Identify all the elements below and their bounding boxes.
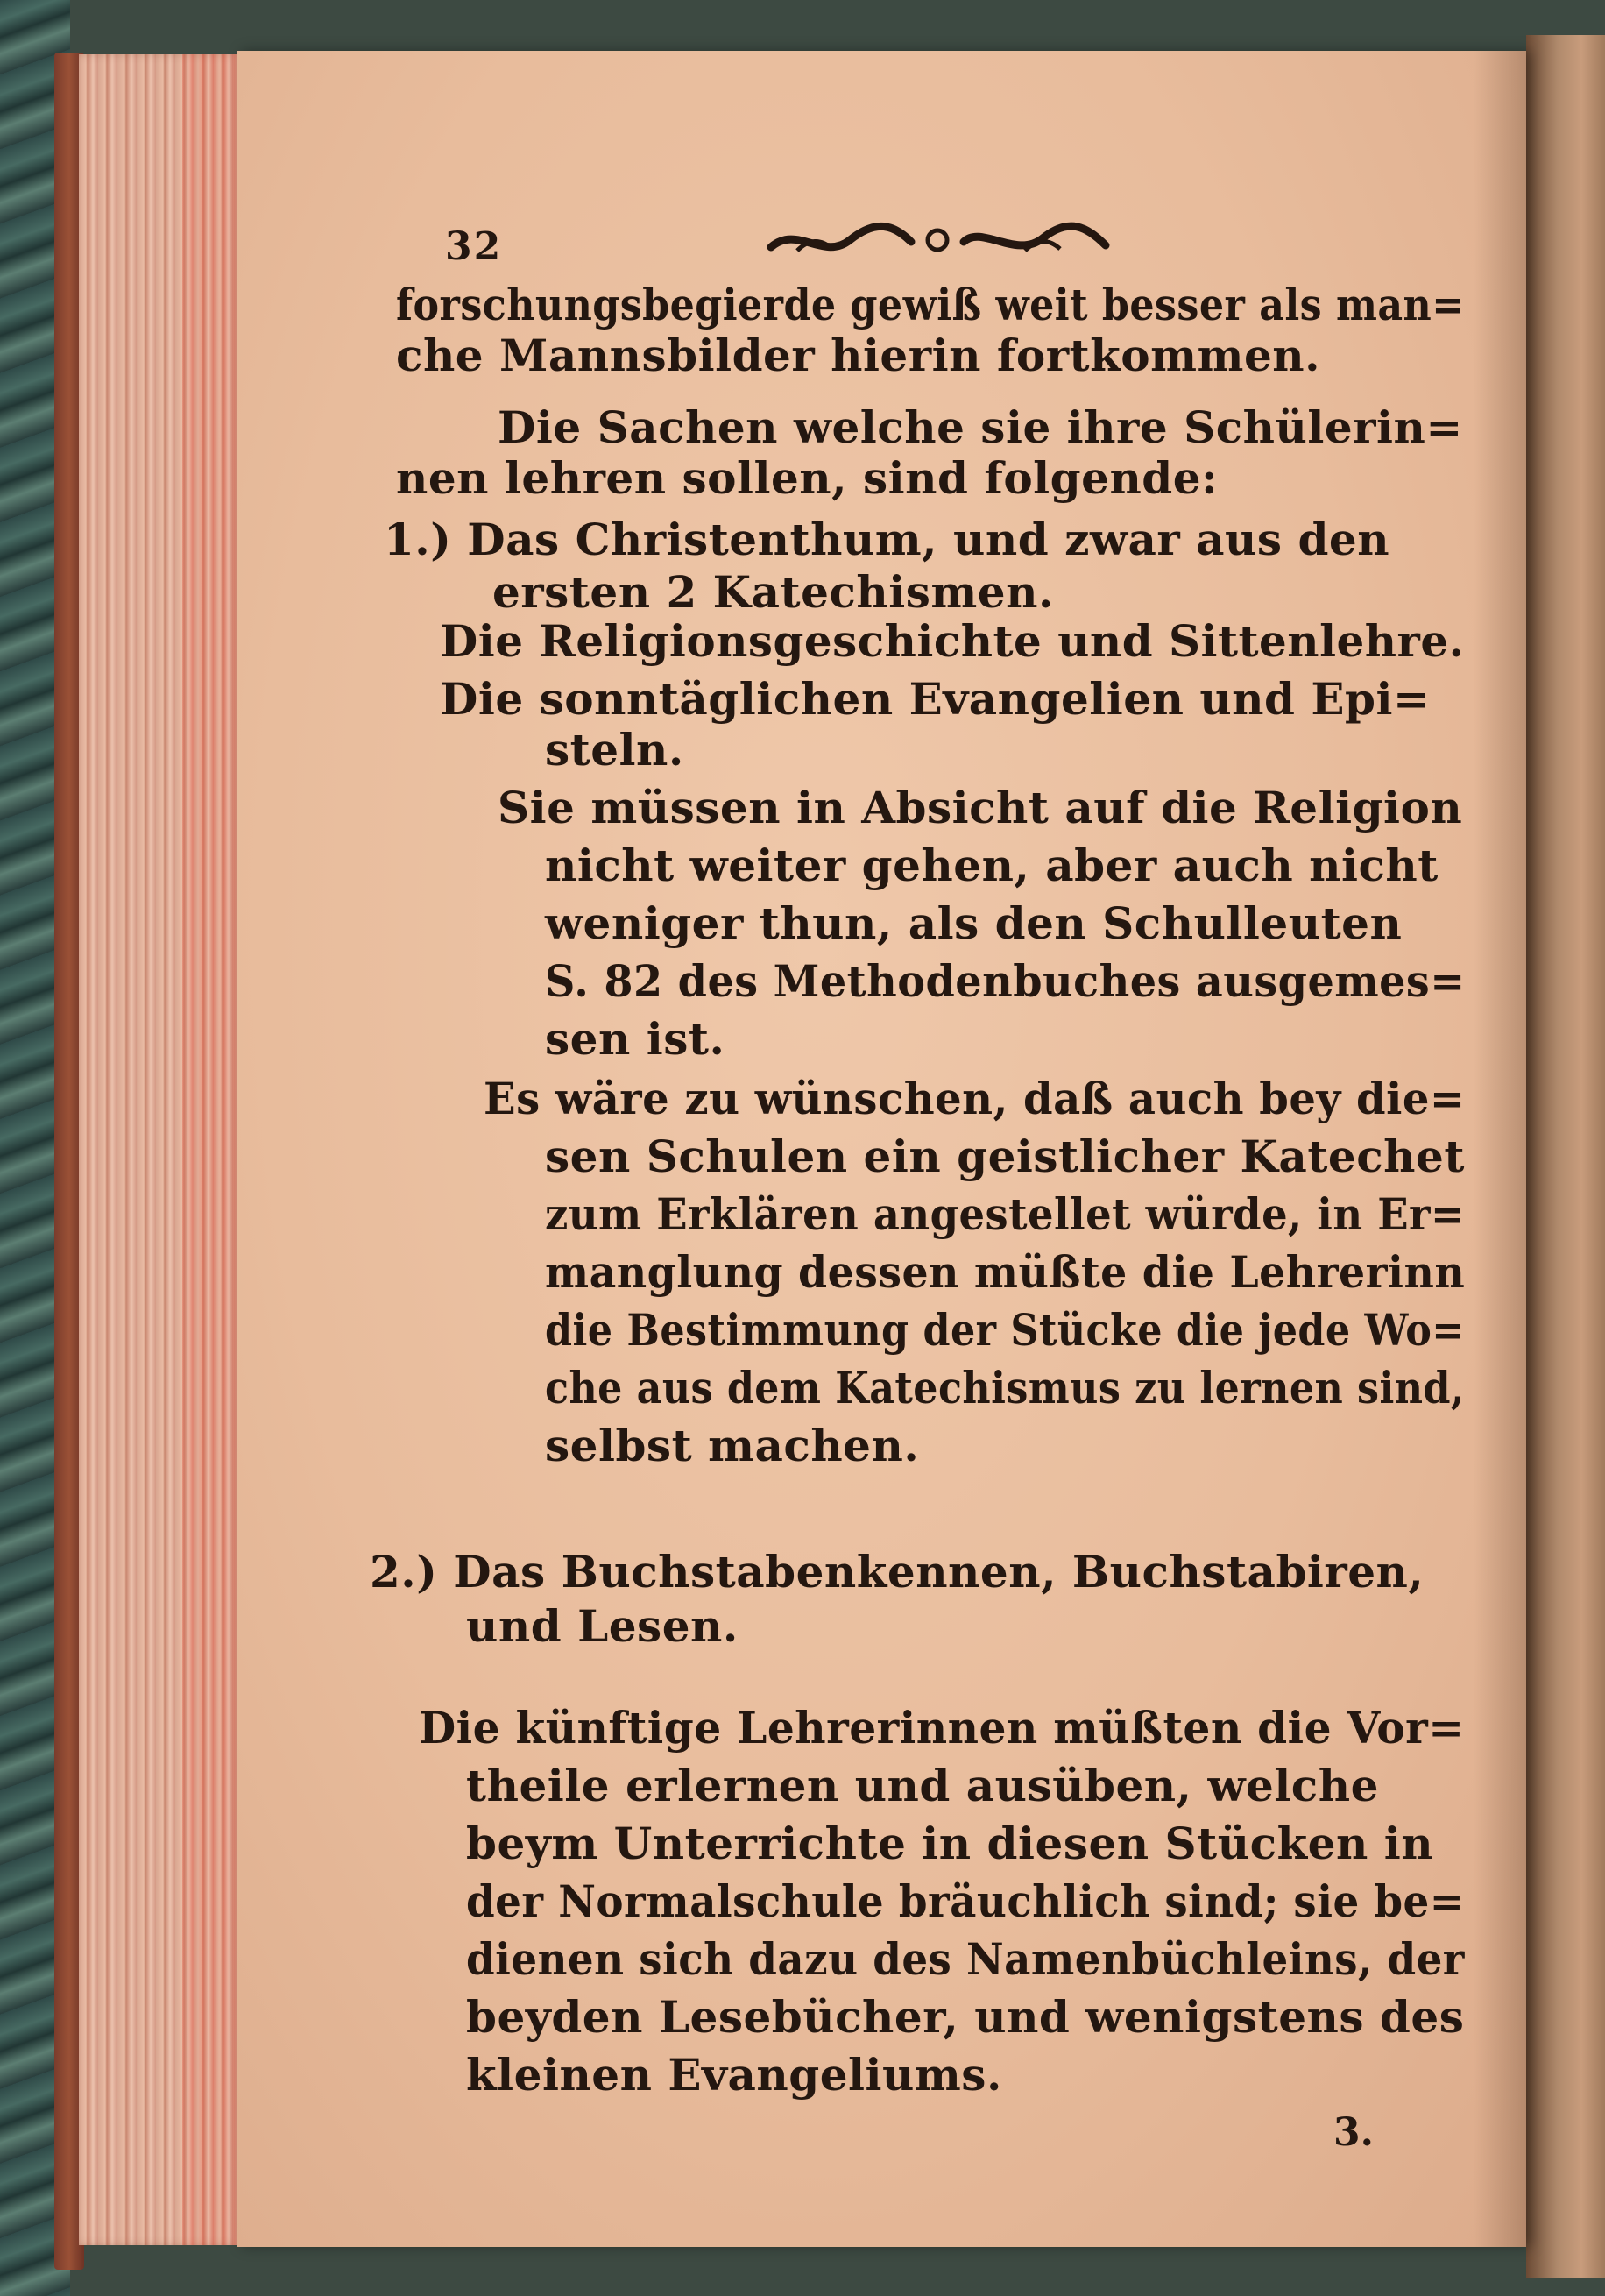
text-line: sen Schulen ein geistlicher Katechet (545, 1130, 1465, 1182)
text-line: selbst machen. (545, 1420, 920, 1471)
catchword: 3. (1333, 2110, 1374, 2155)
text-line: Sie müssen in Absicht auf die Religion (498, 782, 1463, 833)
text-line: sen ist. (545, 1013, 725, 1065)
book-page (237, 51, 1526, 2247)
page-shadow (1474, 51, 1526, 2247)
text-line: theile erlernen und ausüben, welche (466, 1760, 1379, 1811)
text-line: zum Erklären angestellet würde, in Er= (545, 1188, 1466, 1240)
text-line: manglung dessen müßte die Lehrerinn (545, 1246, 1466, 1298)
text-line: Die Sachen welche sie ihre Schülerin= (498, 401, 1463, 453)
text-line: kleinen Evangeliums. (466, 2049, 1002, 2101)
text-line: beym Unterrichte in diesen Stücken in (466, 1818, 1434, 1869)
text-line: che Mannsbilder hierin fortkommen. (396, 330, 1321, 381)
text-line: beyden Lesebücher, und wenigstens des (466, 1991, 1465, 2043)
text-line: und Lesen. (466, 1600, 739, 1652)
text-line: Es wäre zu wünschen, daß auch bey die= (484, 1073, 1466, 1124)
text-line: die Bestimmung der Stücke die jede Wo= (545, 1304, 1465, 1356)
ornament-icon (762, 216, 1113, 265)
text-line: nicht weiter gehen, aber auch nicht (545, 840, 1439, 891)
text-line: der Normalschule bräuchlich sind; sie be= (466, 1875, 1465, 1927)
page-number: 32 (445, 224, 503, 269)
text-line: Die sonntäglichen Evangelien und Epi= (440, 673, 1431, 725)
text-line: Die Religionsgeschichte und Sittenlehre. (440, 615, 1465, 667)
text-line: ersten 2 Katechismen. (492, 566, 1054, 618)
opposite-page-gutter (1526, 35, 1605, 2278)
text-line: 2.) Das Buchstabenkennen, Buchstabiren, (370, 1546, 1425, 1598)
text-line: che aus dem Katechismus zu lernen sind, (545, 1362, 1465, 1414)
text-line: 1.) Das Christenthum, und zwar aus den (384, 514, 1390, 565)
text-line: forschungsbegierde gewiß weit besser als man= (396, 279, 1465, 330)
text-line: S. 82 des Methodenbuches ausgemes= (545, 955, 1466, 1007)
text-line: Die künftige Lehrerinnen müßten die Vor= (419, 1702, 1465, 1754)
text-line: dienen sich dazu des Namenbüchleins, der (466, 1933, 1465, 1985)
text-line: steln. (545, 724, 684, 776)
text-line: weniger thun, als den Schulleuten (545, 897, 1403, 949)
page-header (237, 182, 1526, 269)
page-edges (79, 54, 245, 2245)
text-line: nen lehren sollen, sind folgende: (396, 452, 1219, 504)
